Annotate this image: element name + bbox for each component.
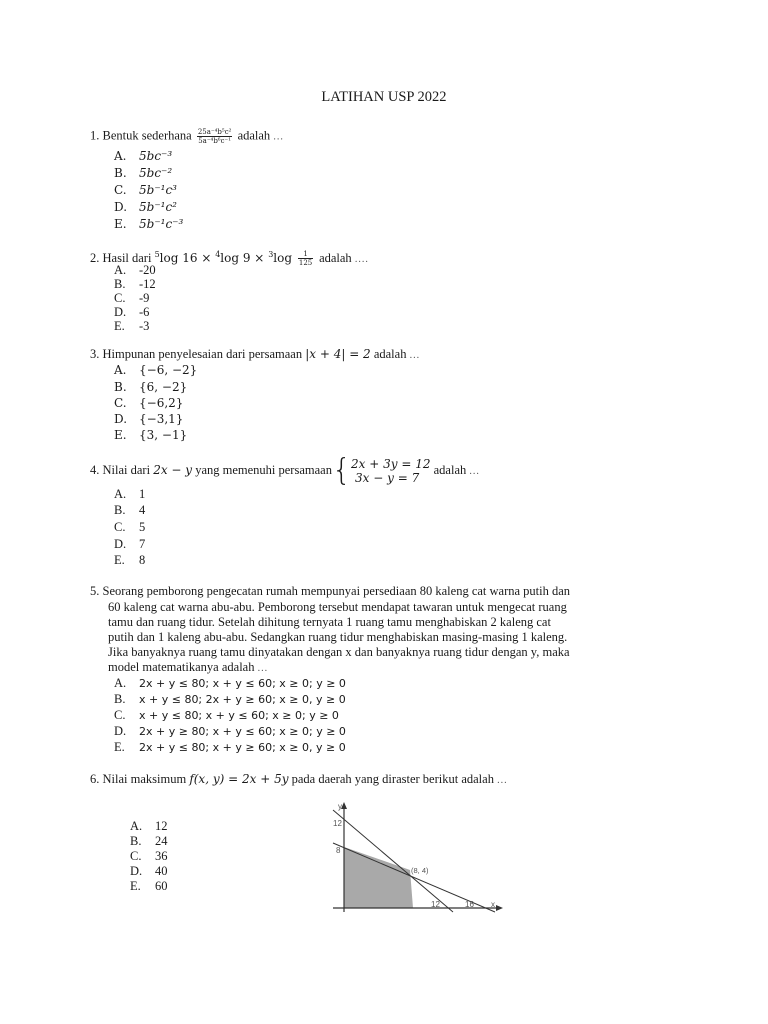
option-label: B. [130, 834, 142, 848]
question-4 [90, 453, 480, 488]
option-value: 5bc⁻² [139, 166, 173, 180]
option-label: A. [114, 676, 127, 690]
option-label: E. [114, 319, 125, 333]
option-value: 2x + y ≥ 80; x + y ≤ 60; x ≥ 0; y ≥ 0 [139, 725, 346, 738]
option-label: B. [114, 692, 126, 706]
expression: 2x − y [153, 462, 193, 477]
option-label: D. [114, 412, 128, 426]
question-text-after: adalah [237, 128, 271, 143]
option-label: E. [114, 553, 125, 567]
option-4b[interactable] [114, 503, 145, 519]
option-value: -6 [139, 305, 150, 319]
option-label: B. [114, 166, 127, 180]
question-number: 5. [90, 584, 100, 598]
option-value: 5bc⁻³ [139, 149, 173, 163]
option-label: C. [114, 708, 126, 722]
x-axis-arrow-icon [496, 905, 503, 911]
y-tick-12: 12 [333, 819, 342, 828]
brace-icon: { [331, 453, 352, 488]
page-title: LATIHAN USP 2022 [321, 89, 447, 105]
option-value: 2x + y ≤ 80; x + y ≥ 60; x ≥ 0, y ≥ 0 [139, 741, 346, 754]
x-axis-label: x [491, 900, 495, 909]
option-value: -9 [139, 291, 150, 305]
option-value: -3 [139, 319, 150, 333]
fraction-denominator: 125 [298, 259, 313, 267]
option-4e[interactable] [114, 553, 145, 569]
log-expression-1: log 16 × [159, 251, 212, 265]
option-label: E. [114, 217, 127, 231]
option-label: A. [114, 487, 127, 501]
option-value: {−6, −2} [139, 363, 198, 377]
question-text: Hasil dari [102, 251, 152, 265]
x-tick-12: 12 [431, 900, 440, 909]
fraction-denominator: 5a⁻⁴b⁶c⁻¹ [198, 137, 232, 145]
option-5c[interactable] [114, 708, 339, 724]
question-number: 3. [90, 347, 100, 361]
question-line: putih dan 1 kaleng abu-abu. Sedangkan ruang tidur menghabiskan masing-masing 1 kaleng. [108, 630, 568, 644]
option-value: 7 [139, 537, 146, 551]
option-4c[interactable] [114, 520, 145, 536]
option-value: 4 [139, 503, 146, 517]
question-text-after: adalah [433, 462, 467, 477]
option-value: 2x + y ≤ 80; x + y ≤ 60; x ≥ 0; y ≥ 0 [139, 677, 346, 690]
option-6d[interactable] [130, 864, 168, 880]
option-label: D. [114, 724, 127, 738]
shaded-region [344, 847, 413, 908]
log-expression-2: log 9 × [220, 251, 265, 265]
option-label: A. [114, 363, 127, 377]
option-value: 24 [155, 834, 168, 848]
option-value: 8 [139, 553, 146, 567]
option-6a[interactable] [130, 819, 168, 835]
ellipsis: ... [469, 465, 480, 477]
option-value: 5 [139, 520, 146, 534]
fraction [197, 128, 233, 145]
log-expression-3: log [273, 251, 293, 265]
ellipsis: ... [409, 350, 421, 361]
option-label: C. [114, 183, 127, 197]
option-value: x + y ≤ 80; x + y ≤ 60; x ≥ 0; y ≥ 0 [139, 709, 339, 722]
question-1 [90, 128, 284, 145]
option-3c[interactable] [114, 396, 183, 412]
option-value: {6, −2} [139, 380, 188, 394]
option-1d[interactable] [114, 200, 177, 216]
option-label: A. [114, 149, 127, 163]
option-label: C. [114, 291, 126, 305]
objective-function: f(x, y) = 2x + 5y [189, 772, 289, 786]
equation-2: 3x − y = 7 [355, 471, 420, 485]
intersection-point-label: (8, 4) [411, 866, 429, 875]
question-text-mid: yang memenuhi persamaan [195, 462, 332, 477]
option-value: 40 [155, 864, 168, 878]
option-label: C. [114, 520, 126, 534]
equation-system [351, 457, 430, 485]
question-text: Bentuk sederhana [102, 128, 192, 143]
option-value: {−3,1} [139, 412, 184, 426]
question-number: 1. [90, 128, 100, 143]
option-value: -20 [139, 263, 156, 277]
question-text-after: adalah [319, 251, 352, 265]
option-value: {3, −1} [139, 428, 188, 442]
question-text: Himpunan penyelesaian dari persamaan [102, 347, 303, 361]
fraction-numerator: 25a⁻⁴b⁵c² [197, 128, 232, 136]
option-label: B. [114, 277, 126, 291]
option-label: D. [114, 200, 128, 214]
option-label: C. [130, 849, 142, 863]
question-line: 60 kaleng cat warna abu-abu. Pemborong tersebut mendapat tawaran untuk mengecat ruang [108, 600, 567, 614]
option-value: 5b⁻¹c³ [139, 183, 177, 197]
option-1a[interactable] [114, 149, 172, 165]
question-6 [90, 772, 508, 789]
option-5e[interactable] [114, 740, 346, 756]
option-label: E. [130, 879, 141, 893]
option-value: 60 [155, 879, 168, 893]
option-1e[interactable] [114, 217, 183, 233]
question-number: 2. [90, 251, 100, 265]
fraction-numerator: 1 [298, 250, 313, 259]
question-text-after: pada daerah yang diraster berikut adalah [291, 772, 494, 786]
question-text-after: adalah [373, 347, 407, 361]
question-line-last [108, 660, 268, 677]
question-number: 4. [90, 462, 100, 477]
option-label: B. [114, 503, 126, 517]
question-number: 6. [90, 772, 100, 786]
option-label: A. [130, 819, 143, 833]
x-tick-16: 16 [465, 900, 474, 909]
option-2e[interactable] [114, 319, 149, 335]
option-label: D. [114, 537, 127, 551]
option-3a[interactable] [114, 363, 197, 379]
y-axis-label: y [338, 802, 342, 811]
option-6c[interactable] [130, 849, 168, 865]
option-value: x + y ≤ 80; 2x + y ≥ 60; x ≥ 0, y ≥ 0 [139, 693, 346, 706]
question-line: Jika banyaknya ruang tamu dinyatakan dengan x dan banyaknya ruang tidur dengan y, maka [108, 645, 570, 659]
question-5 [90, 584, 570, 600]
option-1b[interactable] [114, 166, 172, 182]
option-6e[interactable] [130, 879, 168, 895]
option-value: 5b⁻¹c⁻³ [139, 217, 184, 231]
y-tick-8: 8 [336, 846, 341, 855]
ellipsis: ... [257, 663, 269, 674]
log-base-2: 4 [215, 250, 221, 259]
option-value: {−6,2} [139, 396, 184, 410]
option-5a[interactable] [114, 676, 346, 692]
equation-1: 2x + 3y = 12 [351, 457, 431, 471]
option-value: 12 [155, 819, 168, 833]
ellipsis: ... [273, 131, 284, 143]
option-label: D. [130, 864, 143, 878]
option-label: C. [114, 396, 127, 410]
option-4d[interactable] [114, 537, 145, 553]
question-line: Seorang pemborong pengecatan rumah mempunyai persediaan 80 kaleng cat warna putih dan [102, 584, 571, 598]
option-1c[interactable] [114, 183, 177, 199]
question-text: Nilai maksimum [102, 772, 187, 786]
question-line: model matematikanya adalah [108, 660, 255, 674]
option-label: D. [114, 305, 127, 319]
option-value: 1 [139, 487, 146, 501]
option-value: 36 [155, 849, 168, 863]
log-base-3: 3 [268, 250, 274, 259]
option-label: E. [114, 428, 127, 442]
equation: |x + 4| = 2 [305, 347, 371, 361]
question-line: tamu dan ruang tidur. Setelah dihitung ternyata 1 ruang tamu menghabiskan 2 kaleng cat [108, 615, 551, 629]
ellipsis: ... [497, 775, 508, 786]
option-label: E. [114, 740, 125, 754]
option-6b[interactable] [130, 834, 168, 850]
option-3d[interactable] [114, 412, 183, 428]
option-5b[interactable] [114, 692, 346, 708]
question-text: Nilai dari [102, 462, 151, 477]
option-label: B. [114, 380, 127, 394]
option-4a[interactable] [114, 487, 145, 503]
feasible-region-graph [325, 800, 505, 915]
ellipsis: .... [354, 254, 369, 265]
option-3b[interactable] [114, 380, 187, 396]
option-5d[interactable] [114, 724, 346, 740]
log-base-1: 5 [154, 250, 160, 259]
option-value: 5b⁻¹c² [139, 200, 177, 214]
option-3e[interactable] [114, 428, 187, 444]
option-label: A. [114, 263, 127, 277]
question-3 [90, 347, 420, 364]
fraction [298, 250, 313, 267]
option-value: -12 [139, 277, 156, 291]
